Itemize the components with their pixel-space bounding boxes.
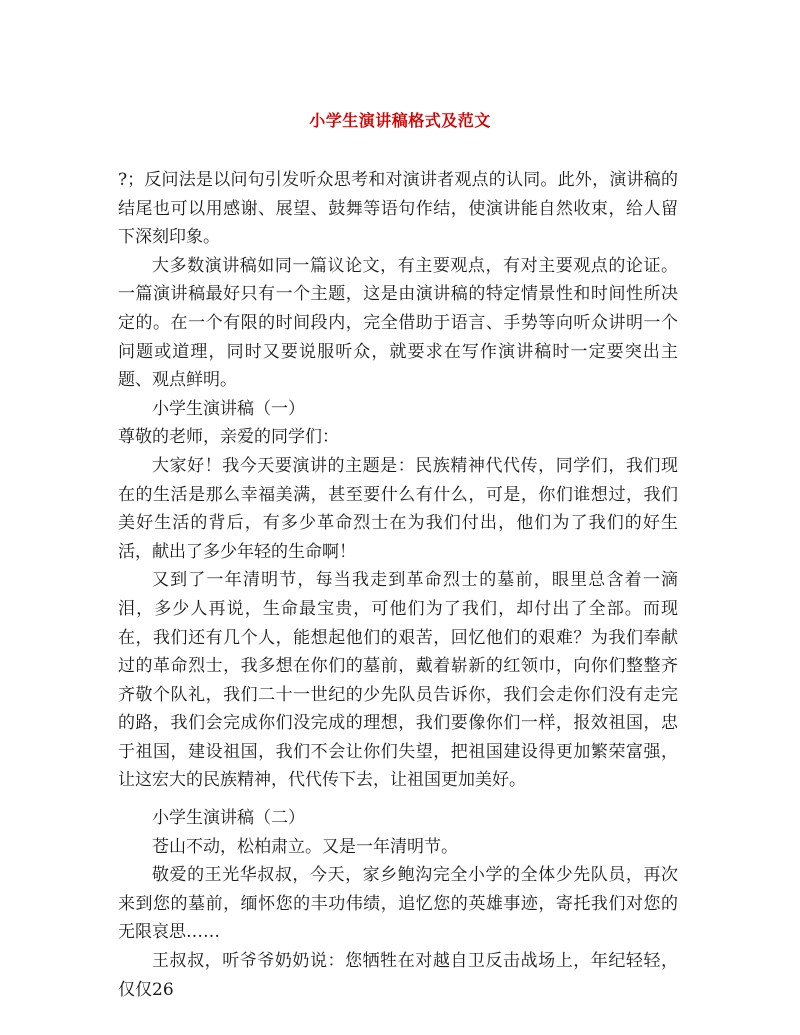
paragraph-greeting: 尊敬的老师，亲爱的同学们： [118,427,339,448]
paragraph-speech-two-tribute: 敬爱的王光华叔叔，今天，家乡鲍沟完全小学的全体少先队员，再次来到您的墓前，缅怀您的丰功伟绩，追忆您的英雄事迹，寄托我们对您的无限哀思…… [118,865,678,943]
document-title: 小学生演讲稿格式及范文 [309,111,491,130]
heading-speech-two: 小学生演讲稿（二） [152,808,305,829]
document-body [118,166,678,1004]
heading-speech-one: 小学生演讲稿（一） [152,398,305,419]
paragraph-speech-structure: 大多数演讲稿如同一篇议论文，有主要观点，有对主要观点的论证。一篇演讲稿最好只有一个主题，这是由演讲稿的特定情景性和时间性所决定的。在一个有限的时间段内，完全借助于语言、手势等向听众讲明一个问题或道理，同时又要说服听众，就要求在写作演讲稿时一定要突出主题、观点鲜明。 [118,255,678,391]
paragraph-speech-two-story: 王叔叔，听爷爷奶奶说：您牺牲在对越自卫反击战场上，年纪轻轻，仅仅26 [118,951,678,1000]
paragraph-rhetorical-question: ?；反问法是以问句引发听众思考和对演讲者观点的认同。此外，演讲稿的结尾也可以用感谢、展望、鼓舞等语句作结，使演讲能自然收束，给人留下深刻印象。 [118,170,678,248]
paragraph-speech-one-intro: 大家好！我今天要演讲的主题是：民族精神代代传，同学们，我们现在的生活是那么幸福美满，甚至要什么有什么，可是，你们谁想过，我们美好生活的背后，有多少革命烈士在为我们付出，他们为了我们的好生活，献出了多少年轻的生命啊！ [118,455,678,562]
paragraph-speech-one-body: 又到了一年清明节，每当我走到革命烈士的墓前，眼里总含着一滴泪，多少人再说，生命最宝贵，可他们为了我们，却付出了全部。而现在，我们还有几个人，能想起他们的艰苦，回忆他们的艰难？为我们奉献过的革命烈士，我多想在你们的墓前，戴着崭新的红领巾，向你们整整齐齐敬个队礼，我们二十一世纪的少先队员告诉你，我们会走你们没有走完的路，我们会完成你们没完成的理想，我们要像你们一样，报效祖国，忠于祖国，建设祖国，我们不会让你们失望，把祖国建设得更加繁荣富强，让这宏大的民族精神，代代传下去，让祖国更加美好。 [118,570,678,791]
paragraph-speech-two-opening: 苍山不动，松柏肃立。又是一年清明节。 [152,836,458,857]
